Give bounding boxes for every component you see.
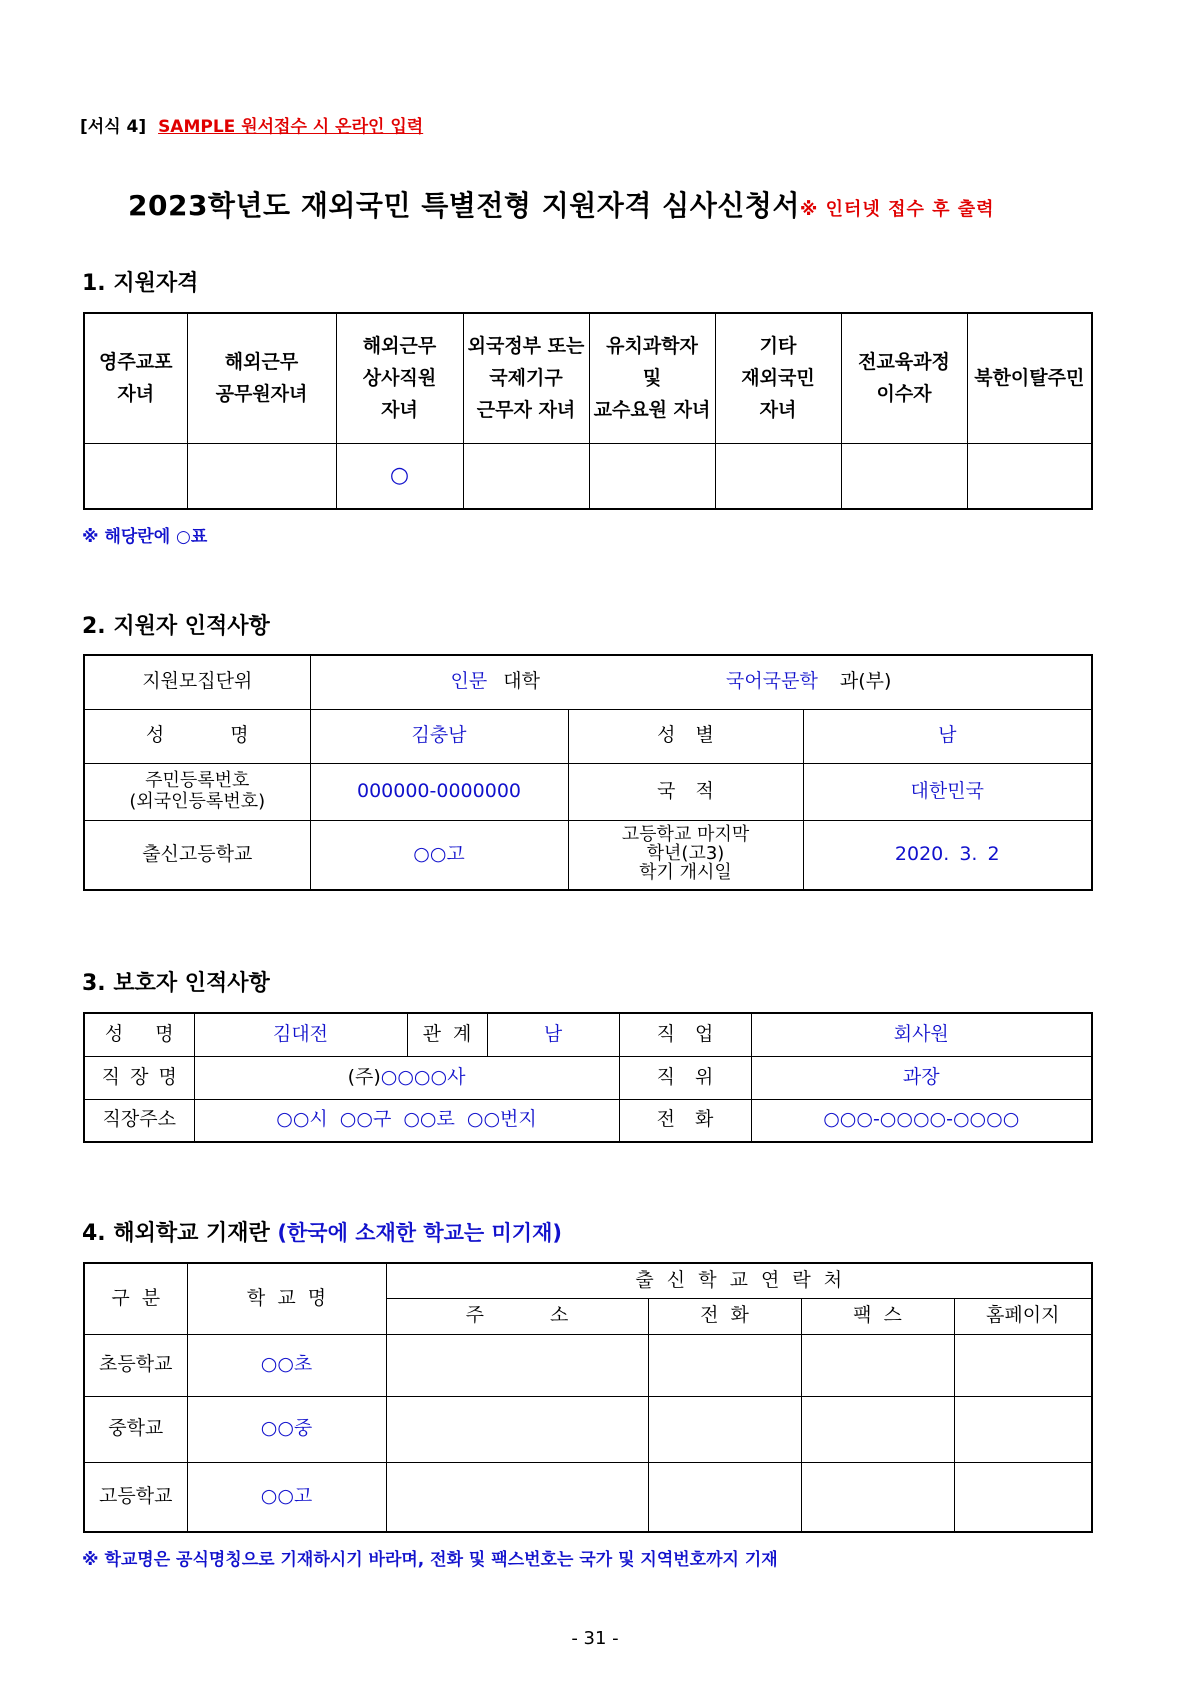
dept-label: 과(부) [839, 670, 892, 693]
address-row [84, 1099, 1092, 1142]
school-phone[interactable] [648, 1396, 801, 1462]
company-cell [194, 1056, 619, 1099]
school-homepage[interactable] [954, 1396, 1092, 1462]
last-year-label: 고등학교 마지막 학년(고3) 학기 개시일 [568, 820, 803, 890]
school-label: 출신고등학교 [84, 820, 310, 890]
eligibility-table [83, 312, 1093, 510]
guardian-table [83, 1012, 1093, 1143]
col-address: 주 소 [386, 1298, 648, 1334]
eligibility-mark[interactable] [463, 443, 589, 509]
name-row [84, 709, 1092, 763]
nationality-label: 국 적 [568, 763, 803, 820]
college-label: 대학 [503, 670, 540, 693]
form-tag-prefix: [서식 4] [80, 117, 147, 137]
id-row [84, 763, 1092, 820]
eligibility-mark-row [84, 443, 1092, 509]
last-year-value[interactable]: 2020. 3. 2 [803, 820, 1092, 890]
phone-label: 전 화 [619, 1099, 751, 1142]
school-address[interactable] [386, 1334, 648, 1396]
eligibility-col: 외국정부 또는 국제기구 근무자 자녀 [463, 313, 589, 443]
col-category: 구 분 [84, 1263, 187, 1334]
dept-value[interactable]: 국어국문학 [726, 670, 818, 693]
title-note: ※ 인터넷 접수 후 출력 [799, 199, 995, 220]
job-value[interactable]: 회사원 [751, 1013, 1092, 1056]
section4-note: (한국에 소재한 학교는 미기재) [277, 1221, 562, 1245]
position-value[interactable]: 과장 [751, 1056, 1092, 1099]
sample-notice: SAMPLE 원서접수 시 온라인 입력 [158, 117, 424, 137]
job-label: 직 업 [619, 1013, 751, 1056]
id-label: 주민등록번호 (외국인등록번호) [84, 763, 310, 820]
section4-title: 4. 해외학교 기재란 [82, 1221, 270, 1246]
address-label: 직장주소 [84, 1099, 194, 1142]
school-name[interactable]: ○○초 [187, 1334, 386, 1396]
school-row [84, 820, 1092, 890]
eligibility-mark[interactable] [715, 443, 841, 509]
eligibility-col: 북한이탈주민 [967, 313, 1092, 443]
id-value[interactable]: 000000-0000000 [310, 763, 568, 820]
guardian-name-value[interactable]: 김대전 [194, 1013, 407, 1056]
school-fax[interactable] [801, 1396, 954, 1462]
school-address[interactable] [386, 1396, 648, 1462]
school-fax[interactable] [801, 1334, 954, 1396]
col-fax: 팩 스 [801, 1298, 954, 1334]
school-homepage[interactable] [954, 1334, 1092, 1396]
section4-heading [82, 1216, 562, 1247]
company-value[interactable]: ○○○○사 [380, 1065, 466, 1088]
position-label: 직 위 [619, 1056, 751, 1099]
school-name[interactable]: ○○고 [187, 1462, 386, 1532]
nationality-value[interactable]: 대한민국 [803, 763, 1092, 820]
school-fax[interactable] [801, 1462, 954, 1532]
page-number: - 31 - [571, 1628, 619, 1649]
table-row [84, 1334, 1092, 1396]
school-name[interactable]: ○○중 [187, 1396, 386, 1462]
school-category: 중학교 [84, 1396, 187, 1462]
col-phone: 전 화 [648, 1298, 801, 1334]
page-title [128, 184, 995, 224]
table-row [84, 1462, 1092, 1532]
eligibility-mark[interactable] [589, 443, 715, 509]
name-value[interactable]: 김충남 [310, 709, 568, 763]
name-label: 성 명 [84, 709, 310, 763]
unit-label: 지원모집단위 [84, 655, 310, 709]
col-school: 학 교 명 [187, 1263, 386, 1334]
unit-row [84, 655, 1092, 709]
unit-value [310, 655, 1092, 709]
guardian-name-row [84, 1013, 1092, 1056]
address-value[interactable]: ○○시 ○○구 ○○로 ○○번지 [194, 1099, 619, 1142]
eligibility-mark[interactable]: ○ [336, 443, 463, 509]
applicant-table [83, 654, 1093, 891]
guardian-name-label: 성 명 [84, 1013, 194, 1056]
eligibility-col: 유치과학자 및 교수요원 자녀 [589, 313, 715, 443]
school-value[interactable]: ○○고 [310, 820, 568, 890]
col-contact: 출 신 학 교 연 락 처 [386, 1263, 1092, 1298]
gender-label: 성 별 [568, 709, 803, 763]
school-history-header-row [84, 1263, 1092, 1298]
table-row [84, 1396, 1092, 1462]
eligibility-mark[interactable] [967, 443, 1092, 509]
col-homepage: 홈페이지 [954, 1298, 1092, 1334]
section2-heading: 2. 지원자 인적사항 [82, 614, 270, 639]
form-tag [80, 112, 423, 137]
school-phone[interactable] [648, 1334, 801, 1396]
school-phone[interactable] [648, 1462, 801, 1532]
school-homepage[interactable] [954, 1462, 1092, 1532]
section4-footnote: ※ 학교명은 공식명칭으로 기재하시기 바라며, 전화 및 팩스번호는 국가 및 지역번호까지 기재 [82, 1550, 778, 1570]
eligibility-header-row [84, 313, 1092, 443]
relation-label: 관 계 [407, 1013, 487, 1056]
eligibility-col: 영주교포 자녀 [84, 313, 187, 443]
eligibility-mark[interactable] [841, 443, 967, 509]
college-value[interactable]: 인문 [450, 670, 488, 693]
eligibility-col: 기타 재외국민 자녀 [715, 313, 841, 443]
school-address[interactable] [386, 1462, 648, 1532]
eligibility-col: 해외근무 상사직원 자녀 [336, 313, 463, 443]
gender-value[interactable]: 남 [803, 709, 1092, 763]
phone-value[interactable]: ○○○-○○○○-○○○○ [751, 1099, 1092, 1142]
company-label: 직 장 명 [84, 1056, 194, 1099]
eligibility-col: 해외근무 공무원자녀 [187, 313, 336, 443]
eligibility-mark[interactable] [187, 443, 336, 509]
school-history-table [83, 1262, 1093, 1533]
company-prefix: (주) [347, 1065, 381, 1088]
section3-heading: 3. 보호자 인적사항 [82, 971, 270, 996]
section1-note: ※ 해당란에 ○표 [82, 527, 208, 547]
school-category: 고등학교 [84, 1462, 187, 1532]
eligibility-col: 전교육과정 이수자 [841, 313, 967, 443]
eligibility-mark[interactable] [84, 443, 187, 509]
relation-value[interactable]: 남 [487, 1013, 619, 1056]
company-row [84, 1056, 1092, 1099]
section1-heading: 1. 지원자격 [82, 271, 199, 296]
title-main: 2023학년도 재외국민 특별전형 지원자격 심사신청서 [128, 189, 800, 222]
school-category: 초등학교 [84, 1334, 187, 1396]
